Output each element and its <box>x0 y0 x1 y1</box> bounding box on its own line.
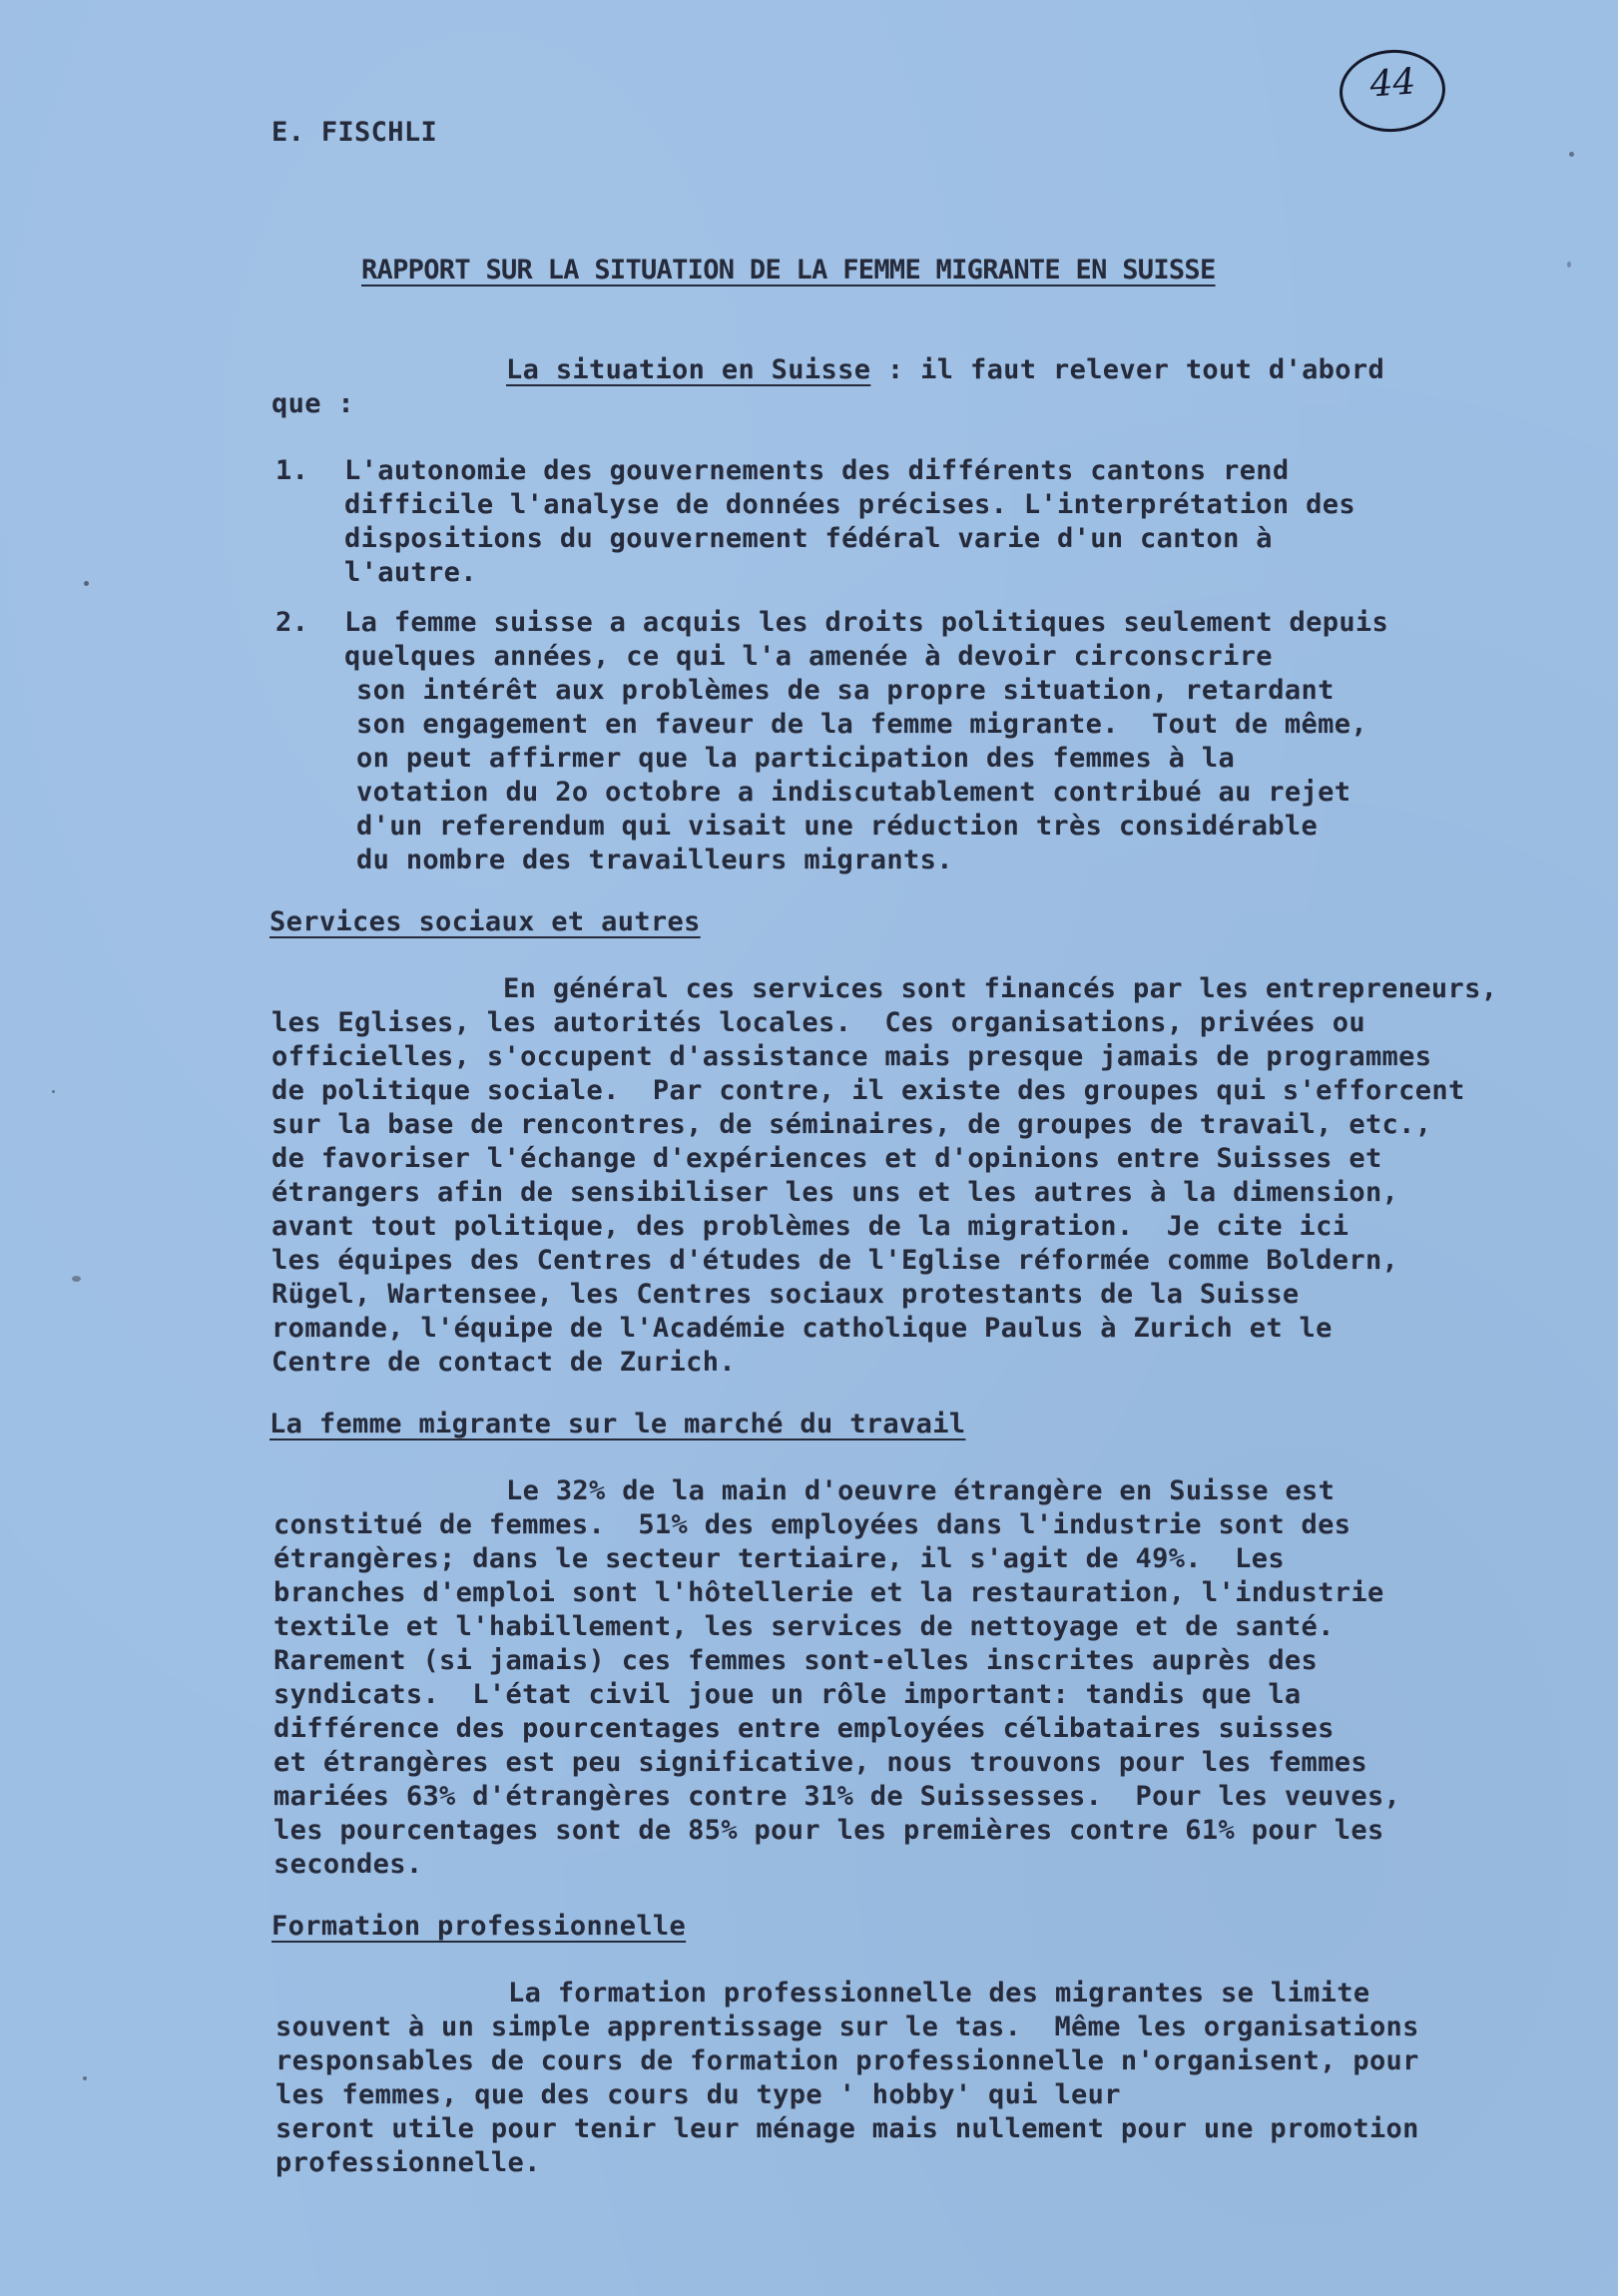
intro-text-continued: que : <box>271 388 355 419</box>
point-line: L'autonomie des gouvernements des différents cantons rend <box>344 455 1290 486</box>
section-line: constitué de femmes. 51% des employées dans l'industrie sont des <box>273 1509 1351 1540</box>
section-line: Rarement (si jamais) ces femmes sont-elles inscrites auprès des <box>273 1645 1319 1676</box>
paper-speck <box>84 581 89 586</box>
point-line: son intérêt aux problèmes de sa propre situation, retardant <box>356 675 1335 706</box>
point-line: son engagement en faveur de la femme migrante. Tout de même, <box>356 709 1367 740</box>
intro-text: : il faut relever tout d'abord <box>870 354 1385 385</box>
paper-speck <box>83 2076 87 2080</box>
section-line: professionnelle. <box>275 2147 541 2178</box>
section-line: officielles, s'occupent d'assistance mais presque jamais de programmes <box>271 1041 1432 1072</box>
section-line: Centre de contact de Zurich. <box>271 1347 736 1378</box>
section-line: secondes. <box>273 1849 423 1880</box>
point-line: difficile l'analyse de données précises. L'interprétation des <box>344 489 1355 520</box>
intro-paragraph <box>506 353 1384 387</box>
point-line: dispositions du gouvernement fédéral varie d'un canton à <box>344 523 1273 554</box>
section-heading: Formation professionnelle <box>271 1911 687 1942</box>
paper-speck <box>72 1276 81 1282</box>
section-line: mariées 63% d'étrangères contre 31% de Suissesses. Pour les veuves, <box>273 1781 1401 1812</box>
intro-heading: La situation en Suisse <box>506 354 871 385</box>
section-line: sur la base de rencontres, de séminaires, de groupes de travail, etc., <box>271 1109 1432 1140</box>
paper-speck <box>1569 152 1574 157</box>
section-line: Rügel, Wartensee, les Centres sociaux protestants de la Suisse <box>271 1279 1300 1310</box>
page-number: 44 <box>1368 61 1417 106</box>
section-heading: La femme migrante sur le marché du travail <box>270 1409 966 1439</box>
point-line: l'autre. <box>344 557 477 588</box>
section-line: étrangers afin de sensibiliser les uns et les autres à la dimension, <box>271 1177 1399 1208</box>
point-line: du nombre des travailleurs migrants. <box>356 845 953 875</box>
section-line: seront utile pour tenir leur ménage mais nullement pour une promotion <box>275 2113 1419 2144</box>
section-line: de politique sociale. Par contre, il existe des groupes qui s'efforcent <box>271 1075 1465 1106</box>
section-line: romande, l'équipe de l'Académie catholique Paulus à Zurich et le <box>271 1313 1333 1344</box>
section-line: souvent à un simple apprentissage sur le tas. Même les organisations <box>275 2011 1419 2042</box>
section-line: étrangères; dans le secteur tertiaire, il s'agit de 49%. Les <box>273 1543 1285 1574</box>
section-line: les Eglises, les autorités locales. Ces organisations, privées ou <box>271 1007 1365 1038</box>
section-line: les équipes des Centres d'études de l'Eglise réformée comme Boldern, <box>271 1245 1399 1276</box>
section-line: La formation professionnelle des migrantes se limite <box>508 1978 1370 2009</box>
section-line: En général ces services sont financés par les entrepreneurs, <box>503 973 1498 1004</box>
section-line: Le 32% de la main d'oeuvre étrangère en Suisse est <box>506 1475 1336 1506</box>
section-line: les femmes, que des cours du type ' hobby' qui leur <box>275 2079 1121 2110</box>
paper-speck <box>1567 262 1571 268</box>
section-line: syndicats. L'état civil joue un rôle important: tandis que la <box>273 1679 1302 1710</box>
section-line: avant tout politique, des problèmes de la migration. Je cite ici <box>271 1211 1349 1242</box>
point-line: votation du 2o octobre a indiscutablement contribué au rejet <box>356 777 1351 808</box>
author-name: E. FISCHLI <box>271 117 438 148</box>
point-number: 1. <box>275 455 309 486</box>
paper-speck <box>52 1090 55 1093</box>
point-line: d'un referendum qui visait une réduction très considérable <box>356 811 1319 842</box>
point-line: quelques années, ce qui l'a amenée à devoir circonscrire <box>344 641 1273 672</box>
section-line: responsables de cours de formation professionnelle n'organisent, pour <box>275 2045 1419 2076</box>
section-line: de favoriser l'échange d'expériences et d'opinions entre Suisses et <box>271 1143 1382 1174</box>
section-line: branches d'emploi sont l'hôtellerie et la restauration, l'industrie <box>273 1577 1384 1608</box>
section-heading: Services sociaux et autres <box>270 906 701 937</box>
point-line: La femme suisse a acquis les droits politiques seulement depuis <box>344 607 1389 638</box>
section-line: et étrangères est peu significative, nous trouvons pour les femmes <box>273 1747 1367 1778</box>
section-line: textile et l'habillement, les services de nettoyage et de santé. <box>273 1611 1335 1642</box>
point-number: 2. <box>275 607 309 638</box>
page-number-circle <box>1337 46 1447 135</box>
section-line: différence des pourcentages entre employées célibataires suisses <box>273 1713 1335 1744</box>
point-line: on peut affirmer que la participation des femmes à la <box>356 743 1236 774</box>
section-line: les pourcentages sont de 85% pour les premières contre 61% pour les <box>273 1815 1384 1846</box>
document-title: RAPPORT SUR LA SITUATION DE LA FEMME MIGRANTE EN SUISSE <box>361 255 1216 286</box>
